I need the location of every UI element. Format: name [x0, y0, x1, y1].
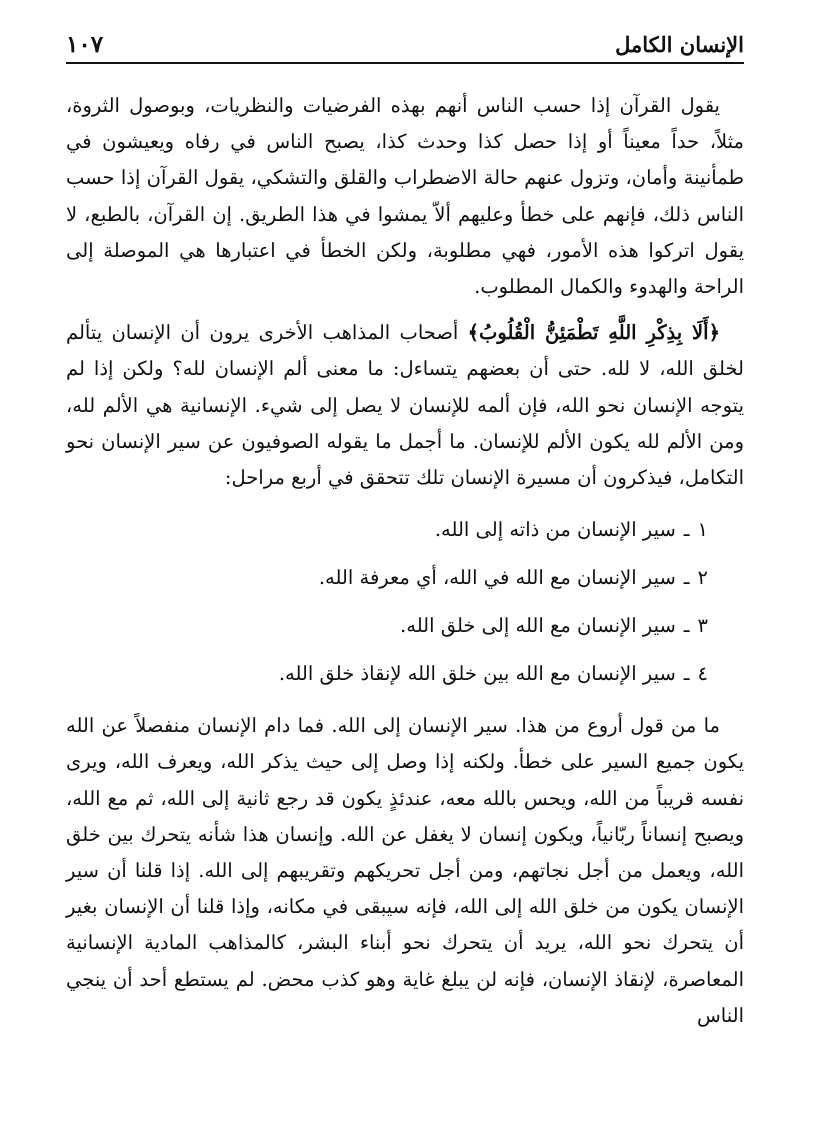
stage-dash: ـ [683, 614, 690, 638]
paragraph-3: ما من قول أروع من هذا. سير الإنسان إلى الله. فما دام الإنسان منفصلاً عن الله يكون جميع السير على خطأ. ولكنه إذا وصل إلى حيث يذكر الله، ويعرف الله، ويرى نفسه قريباً من الله، ويحس بالله معه، عندئذٍ يكون قد رجع ثانية إلى الله، ثم مع الله، ويصبح إنساناً ربّانياً، ويكون إنسان لا يغفل عن الله. وإنسان هذا شأنه يتحرك بين خلق الله، ويعمل من أجل نجاتهم، ومن أجل تحريكهم وتقريبهم إلى الله. إذا قلنا أن سير الإنسان يكون من خلق الله إلى الله، فإنه سيبقى في مكانه، وإذا قلنا أن الإنسان بغير أن يتحرك نحو الله، يريد أن يتحرك نحو أبناء البشر، كالمذاهب المادية الإنسانية المعاصرة، لإنقاذ الإنسان، فإنه لن يبلغ غاية وهو كذب محض. لم يستطع أحد أن ينجي الناس [66, 714, 744, 1027]
stage-dash: ـ [683, 566, 690, 590]
stage-number: ١ [697, 518, 708, 542]
stage-text: سير الإنسان مع الله إلى خلق الله. [400, 614, 676, 638]
paragraph-2-text: أصحاب المذاهب الأخرى يرون أن الإنسان يتألم لخلق الله، لا لله. حتى أن بعضهم يتساءل: ما معنى ألم الإنسان لله؟ ولكن إذا لم يتوجه الإنسان نحو الله، فإن ألمه للإنسان لا يصل إلى شيء. الإنسانية هي الألم لله، ومن الألم لله يكون الألم للإنسان. ما أجمل ما يقوله الصوفيون عن سير الإنسان نحو التكامل، فيذكرون أن مسيرة الإنسان تلك تتحقق في أربع مراحل: [66, 321, 744, 490]
stage-text: سير الإنسان مع الله في الله، أي معرفة الله. [318, 566, 676, 590]
list-item [66, 602, 708, 650]
running-title: الإنسان الكامل [615, 32, 744, 57]
list-item [66, 554, 708, 602]
stage-text: سير الإنسان مع الله بين خلق الله لإنقاذ خلق الله. [278, 662, 676, 686]
list-item [66, 650, 708, 698]
page-number: ١٠٧ [66, 31, 104, 58]
stages-list [66, 506, 744, 698]
stage-number: ٤ [697, 662, 708, 686]
page-body [66, 88, 744, 1044]
paragraph-2 [66, 315, 744, 496]
stage-dash: ـ [683, 518, 690, 542]
stage-text: سير الإنسان من ذاته إلى الله. [434, 518, 676, 542]
running-head [66, 22, 744, 64]
paragraph-1: يقول القرآن إذا حسب الناس أنهم بهذه الفرضيات والنظريات، وبوصول الثروة، مثلاً، حداً معيناً أو إذا حصل كذا وحدث كذا، يصبح الناس في رفاه ويعيشون في طمأنينة وأمان، وتزول عنهم حالة الاضطراب والقلق والتشكي، يقول القرآن إذا حسب الناس ذلك، فإنهم على خطأ وعليهم ألاّ يمشوا في هذا الطريق. إن القرآن، بالطبع، لا يقول اتركوا هذه الأمور، فهي مطلوبة، ولكن الخطأ في اعتبارها هي الموصلة إلى الراحة والهدوء والكمال المطلوب. [66, 94, 744, 299]
stage-number: ٢ [697, 566, 708, 590]
quranic-verse: ﴿أَلَا بِذِكْرِ اللَّهِ تَطْمَئِنُّ الْقُلُوبُ﴾ [467, 321, 720, 345]
stage-dash: ـ [683, 662, 690, 686]
stage-number: ٣ [697, 614, 708, 638]
list-item [66, 506, 708, 554]
